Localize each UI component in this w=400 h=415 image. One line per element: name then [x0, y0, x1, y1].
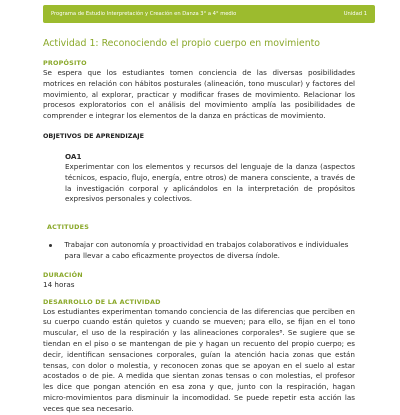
purpose-text: Se espera que los estudiantes tomen conciencia de las diversas posibilidades motrices en relación con hábitos posturales (alineación, tono muscular) y factores del movimiento, al explorar, practicar y modificar frases de movimiento. Relacionar los procesos exploratorios con el análisis del movimiento amplía las posibilidades de comprender e integrar los elementos de la danza en prácticas de movimiento.	[43, 68, 355, 121]
attitude-list-item	[43, 240, 355, 262]
development-text: Los estudiantes experimentan tomando conciencia de las diferencias que perciben en su cuerpo cuando están quietos y cuando se mueven; para ello, se fijan en el tono muscular, el uso de la respiración y las alineaciones corporales⁸. Se sugiere que se tiendan en el piso o se mantengan de pie y hagan un recuento del propio cuerpo; es decir, identifican sensaciones corporales, guían la atención hacia zonas que están tensas, con dolor o molestia, y reconocen zonas que se apoyan en el suelo al estar acostados o de pie. A medida que sientan zonas tensas o con molestias, el profesor les dice que pongan atención en esa zona y que, junto con la respiración, hagan micro-movimientos para disminuir la incomodidad. Se puede repetir esta acción las veces que sea necesario.	[43, 306, 355, 413]
unit-label: Unidad 1	[343, 11, 367, 17]
document-body	[43, 38, 355, 415]
document-header-bar	[43, 5, 375, 23]
duration-value: 14 horas	[43, 279, 75, 289]
purpose-heading: PROPÓSITO	[43, 59, 87, 67]
attitude-text: Trabajar con autonomía y proactividad en trabajos colaborativos e individuales para llevar a cabo eficazmente proyectos de diversa índole.	[64, 240, 349, 260]
activity-title: Actividad 1: Reconociendo el propio cuerpo en movimiento	[43, 38, 321, 49]
development-heading: DESARROLLO DE LA ACTIVIDAD	[43, 297, 161, 306]
objective-code: OA1	[65, 151, 82, 161]
bullet-icon	[49, 244, 52, 247]
objectives-heading: OBJETIVOS DE APRENDIZAJE	[43, 131, 145, 140]
program-title: Programa de Estudio Interpretación y Creación en Danza 3° a 4° medio	[51, 11, 237, 17]
attitudes-heading: ACTITUDES	[47, 223, 89, 232]
objective-text: Experimentar con los elementos y recursos del lenguaje de la danza (aspectos técnicos, espacio, flujo, energía, entre otros) de manera consciente, a través de la investigación corporal y aplicándolos en la interpretación de propósitos expresivos personales y colectivos.	[65, 161, 355, 204]
objective-block	[43, 152, 355, 205]
duration-heading: DURACIÓN	[43, 270, 83, 279]
